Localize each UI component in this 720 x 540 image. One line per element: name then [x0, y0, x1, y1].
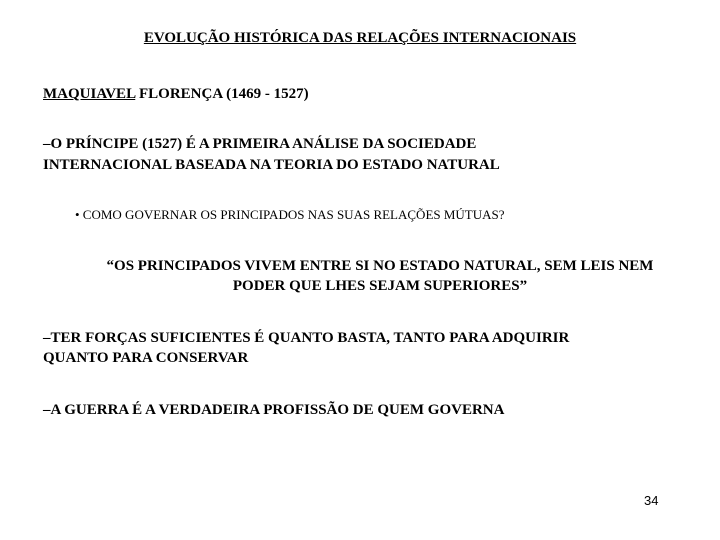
paragraph-1-line-1: –O PRÍNCIPE (1527) É A PRIMEIRA ANÁLISE DA SOCIEDADE: [43, 136, 477, 152]
page-number: 34: [644, 493, 659, 508]
paragraph-3: –A GUERRA É A VERDADEIRA PROFISSÃO DE QUEM GOVERNA: [43, 402, 505, 418]
slide-title: EVOLUÇÃO HISTÓRICA DAS RELAÇÕES INTERNACIONAIS: [143, 30, 577, 46]
heading-detail: FLORENÇA (1469 - 1527): [135, 86, 309, 102]
quote-line-2: PODER QUE LHES SEJAM SUPERIORES”: [232, 278, 528, 294]
bullet-question: • COMO GOVERNAR OS PRINCIPADOS NAS SUAS RELAÇÕES MÚTUAS?: [75, 207, 505, 222]
heading-name: MAQUIAVEL: [43, 86, 136, 102]
paragraph-2-line-2: QUANTO PARA CONSERVAR: [43, 350, 249, 366]
section-heading: [43, 86, 309, 103]
quote-line-1: “OS PRINCIPADOS VIVEM ENTRE SI NO ESTADO NATURAL, SEM LEIS NEM: [106, 258, 654, 274]
paragraph-2-line-1: –TER FORÇAS SUFICIENTES É QUANTO BASTA, TANTO PARA ADQUIRIR: [43, 330, 570, 346]
paragraph-1-line-2: INTERNACIONAL BASEADA NA TEORIA DO ESTADO NATURAL: [43, 157, 500, 173]
